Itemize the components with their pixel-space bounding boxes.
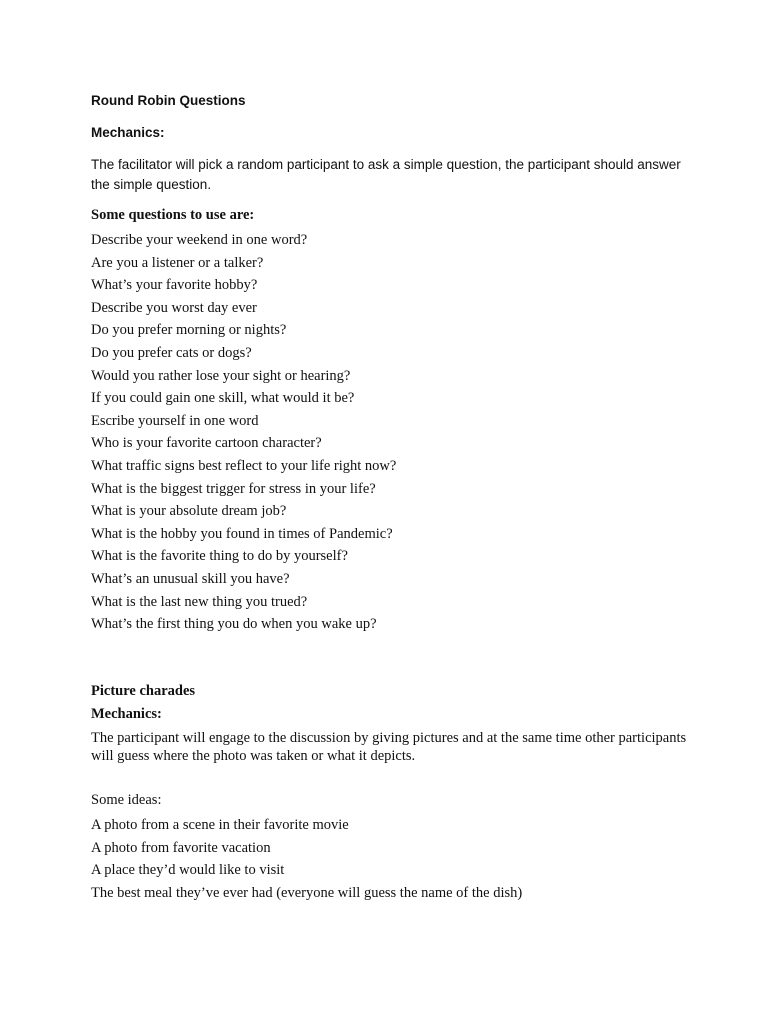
mechanics-heading: Mechanics: [91, 706, 162, 722]
ideas-heading: Some ideas: [91, 792, 162, 808]
list-item: Who is your favorite cartoon character? [91, 435, 322, 452]
list-item: What is the biggest trigger for stress in your life? [91, 480, 376, 497]
list-item: A photo from favorite vacation [91, 839, 271, 856]
questions-intro: Some questions to use are: [91, 207, 255, 223]
list-item: What is the last new thing you trued? [91, 593, 308, 610]
list-item: Describe you worst day ever [91, 299, 257, 316]
mechanics-description: The facilitator will pick a random participant to ask a simple question, the participant should answer the simple question. [91, 157, 681, 192]
list-item: What is the hobby you found in times of Pandemic? [91, 525, 393, 542]
list-item: A photo from a scene in their favorite movie [91, 817, 349, 833]
list-item: The best meal they’ve ever had (everyone will guess the name of the dish) [91, 884, 523, 901]
list-item: Would you rather lose your sight or hearing? [91, 367, 351, 384]
list-item: Do you prefer cats or dogs? [91, 344, 252, 361]
list-item: What’s an unusual skill you have? [91, 570, 290, 587]
section-title-round-robin: Round Robin Questions [91, 93, 246, 108]
list-item: What is your absolute dream job? [91, 503, 287, 520]
list-item: A place they’d would like to visit [91, 862, 285, 879]
list-item: What’s your favorite hobby? [91, 277, 258, 294]
mechanics-description: The participant will engage to the discussion by giving pictures and at the same time other participants will guess where the photo was taken or what it depicts. [91, 730, 687, 764]
mechanics-heading: Mechanics: [91, 125, 165, 140]
list-item: What traffic signs best reflect to your life right now? [91, 457, 397, 474]
questions-list [91, 229, 396, 636]
list-item: If you could gain one skill, what would it be? [91, 390, 355, 407]
list-item: Escribe yourself in one word [91, 412, 259, 429]
list-item: What is the favorite thing to do by yourself? [91, 548, 348, 565]
list-item: Do you prefer morning or nights? [91, 322, 287, 339]
list-item: Describe your weekend in one word? [91, 232, 308, 248]
list-item: Are you a listener or a talker? [91, 254, 264, 271]
section-title-picture-charades: Picture charades [91, 683, 196, 699]
list-item: What’s the first thing you do when you wake up? [91, 616, 377, 633]
ideas-list [91, 814, 522, 904]
